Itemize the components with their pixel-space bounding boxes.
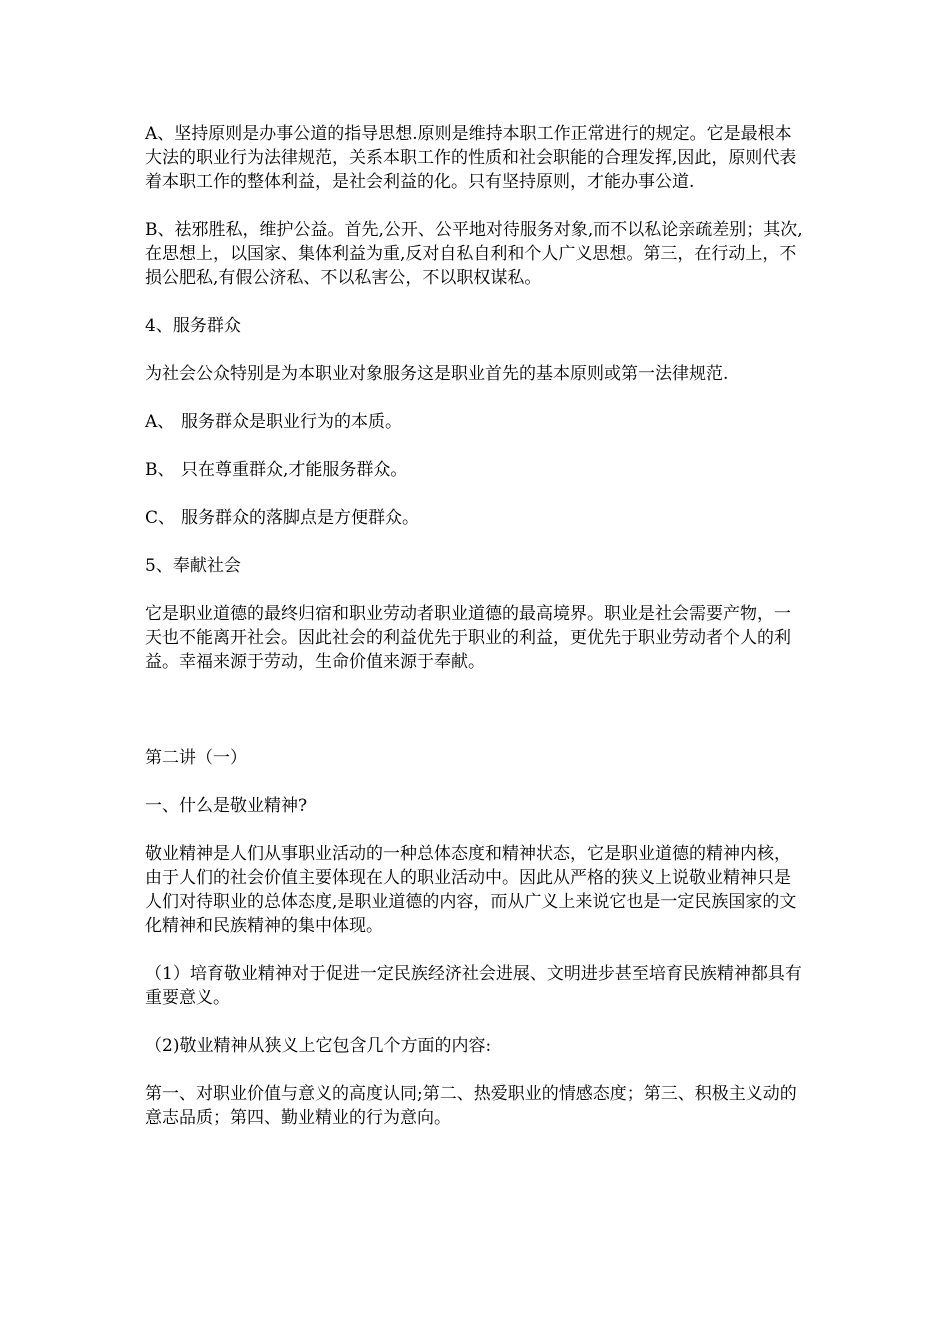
option-c-text: 服务群众的落脚点是方便群众。: [181, 508, 419, 528]
paragraph-contents: 第一、对职业价值与意义的高度认同;第二、热爱职业的情感态度；第三、积极主义动的意志品质；第四、勤业精业的行为意向。: [145, 1084, 797, 1128]
paragraph-public-interest: B、祛邪胜私，维护公益。首先,公开、公平地对待服务对象,而不以私论亲疏差别；其次,在思想上，以国家、集体利益为重,反对自私自利和个人广义思想。第三，在行动上，不损公肥私,有假公济私、不以私害公，不以职权谋私。: [145, 220, 803, 288]
option-c-letter: C、: [145, 508, 176, 528]
option-a-letter: A、: [145, 412, 175, 432]
heading-serve-public: 4、服务群众: [145, 316, 241, 336]
option-b-letter: B、: [145, 460, 175, 480]
paragraph-principle: A、坚持原则是办事公道的指导思想.原则是维持本职工作正常进行的规定。它是最根本大法的职业行为法律规范，关系本职工作的性质和社会职能的合理发挥,因此，原则代表着本职工作的整体利益，是社会利益的化。只有坚持原则，才能办事公道.: [145, 124, 797, 192]
paragraph-serve-definition: 为社会公众特别是为本职业对象服务这是职业首先的基本原则或第一法律规范.: [145, 364, 729, 384]
paragraph-point-1: （1）培育敬业精神对于促进一定民族经济社会进展、文明进步甚至培育民族精神都具有重要意义。: [145, 964, 802, 1008]
option-b: [145, 458, 807, 482]
option-a-text: 服务群众是职业行为的本质。: [181, 412, 402, 432]
option-c: [145, 506, 807, 530]
option-a: [145, 410, 807, 434]
option-b-text: 只在尊重群众,才能服务群众。: [181, 460, 408, 480]
paragraph-dedication-spirit: 敬业精神是人们从事职业活动的一种总体态度和精神状态，它是职业道德的精神内核，由于人们的社会价值主要体现在人的职业活动中。因此从严格的狭义上说敬业精神只是人们对待职业的总体态度,是职业道德的内容，而从广义上来说它也是一定民族国家的文化精神和民族精神的集中体现。: [145, 844, 797, 936]
paragraph-dedication: 它是职业道德的最终归宿和职业劳动者职业道德的最高境界。职业是社会需要产物，一天也不能离开社会。因此社会的利益优先于职业的利益，更优先于职业劳动者个人的利益。幸福来源于劳动，生命价值来源于奉献。: [145, 604, 791, 672]
paragraph-point-2: （2)敬业精神从狭义上它包含几个方面的内容:: [145, 1036, 492, 1056]
question-heading: 一、什么是敬业精神?: [145, 796, 308, 816]
lecture-title: 第二讲（一）: [145, 748, 247, 768]
document-body: [145, 122, 807, 1130]
heading-dedication: 5、奉献社会: [145, 556, 241, 576]
